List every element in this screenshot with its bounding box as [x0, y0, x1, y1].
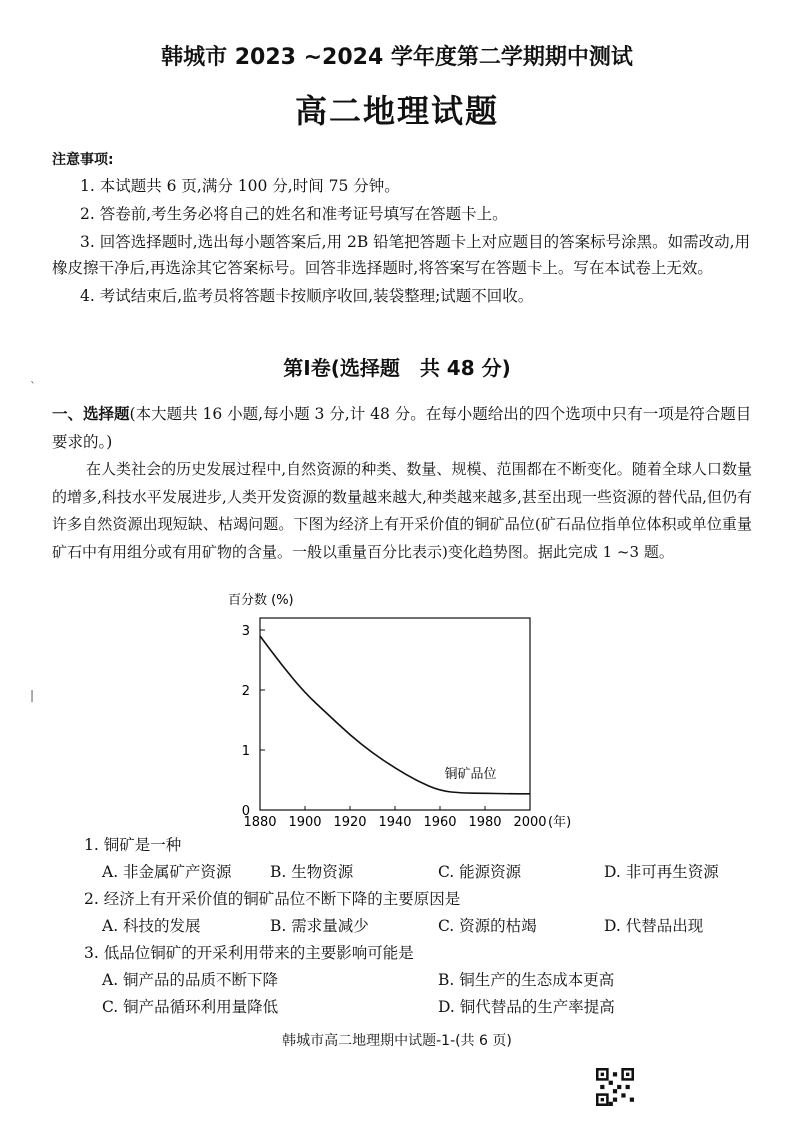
- option-d: D. 代替品出现: [604, 917, 704, 935]
- y-axis-label: 百分数 (%): [228, 593, 294, 608]
- page-title: 高二地理试题: [294, 92, 499, 130]
- part-lead: 一、选择题: [52, 404, 130, 423]
- y-tick-label: 1: [241, 744, 250, 759]
- y-tick-label: 2: [241, 684, 250, 699]
- x-tick-label: 1980: [468, 815, 502, 830]
- notice-item: 1. 本试题共 6 页,满分 100 分,时间 75 分钟。: [80, 177, 400, 195]
- x-tick-label: 1960: [423, 815, 457, 830]
- part-instructions: [52, 400, 752, 456]
- option-c: C. 资源的枯竭: [438, 917, 537, 935]
- exam-title: 韩城市 2023 ~2024 学年度第二学期期中测试: [161, 45, 633, 70]
- margin-mark: `: [30, 380, 36, 394]
- x-tick-label: 1940: [378, 815, 412, 830]
- question-stem: 1. 铜矿是一种: [84, 836, 182, 854]
- x-tick-label: 1880: [243, 815, 277, 830]
- option-c: C. 铜产品循环利用量降低: [102, 998, 279, 1016]
- x-tick-label: 1920: [333, 815, 367, 830]
- option-b: B. 需求量减少: [270, 917, 369, 935]
- notice-heading: 注意事项:: [52, 152, 114, 168]
- part-text: (本大题共 16 小题,每小题 3 分,计 48 分。在每小题给出的四个选项中只有一项是符合题目要求的。): [52, 405, 752, 451]
- series-label: 铜矿品位: [444, 767, 497, 782]
- y-tick-label: 0: [241, 804, 250, 819]
- option-a: A. 铜产品的品质不断下降: [102, 971, 279, 989]
- notice-item: 3. 回答选择题时,选出每小题答案后,用 2B 铅笔把答题卡上对应题目的答案标号涂黑。如需改动,用橡皮擦干净后,再选涂其它答案标号。回答非选择题时,将答案写在答题卡上。写在本试卷上无效。: [52, 233, 751, 277]
- option-c: C. 能源资源: [438, 863, 522, 881]
- y-tick-label: 3: [241, 624, 250, 639]
- notice-item: 2. 答卷前,考生务必将自己的姓名和准考证号填写在答题卡上。: [80, 205, 508, 223]
- option-row: [84, 859, 764, 886]
- section-title: 第Ⅰ卷(选择题 共 48 分): [283, 356, 511, 380]
- question-stem: 2. 经济上有开采价值的铜矿品位不断下降的主要原因是: [84, 890, 461, 908]
- option-b: B. 铜生产的生态成本更高: [438, 971, 615, 989]
- qr-code-icon: [596, 1068, 634, 1106]
- option-d: D. 铜代替品的生产率提高: [438, 998, 615, 1016]
- copper-grade-chart: [200, 588, 600, 838]
- option-b: B. 生物资源: [270, 863, 354, 881]
- option-row: [84, 967, 764, 994]
- question-stem: 3. 低品位铜矿的开采利用带来的主要影响可能是: [84, 944, 414, 962]
- option-row: [84, 994, 764, 1021]
- option-a: A. 科技的发展: [102, 917, 201, 935]
- reading-passage: 在人类社会的历史发展过程中,自然资源的种类、数量、规模、范围都在不断变化。随着全球人口数量的增多,科技水平发展进步,人类开发资源的数量越来越大,种类越来越多,甚至出现一些资源的替代品,但仍有许多自然资源出现短缺、枯竭问题。下图为经济上有开采价值的铜矿品位(矿石品位指单位体积或单位重量矿石中有用组分或有用矿物的含量。一般以重量百分比表示)变化趋势图。据此完成 1 ~3 题。: [52, 460, 752, 561]
- notice-list: [52, 173, 752, 311]
- x-tick-label: 1900: [288, 815, 322, 830]
- notice-item: 4. 考试结束后,监考员将答题卡按顺序收回,装袋整理;试题不回收。: [80, 287, 534, 305]
- x-tick-label: 2000: [513, 815, 547, 830]
- option-d: D. 非可再生资源: [604, 863, 719, 881]
- option-row: [84, 913, 764, 940]
- margin-mark: |: [30, 688, 35, 702]
- question-list: [84, 832, 764, 1021]
- x-axis-label: (年): [548, 815, 572, 830]
- option-a: A. 非金属矿产资源: [102, 863, 232, 881]
- page-footer: 韩城市高二地理期中试题-1-(共 6 页): [282, 1033, 512, 1049]
- chart-svg: [200, 588, 600, 838]
